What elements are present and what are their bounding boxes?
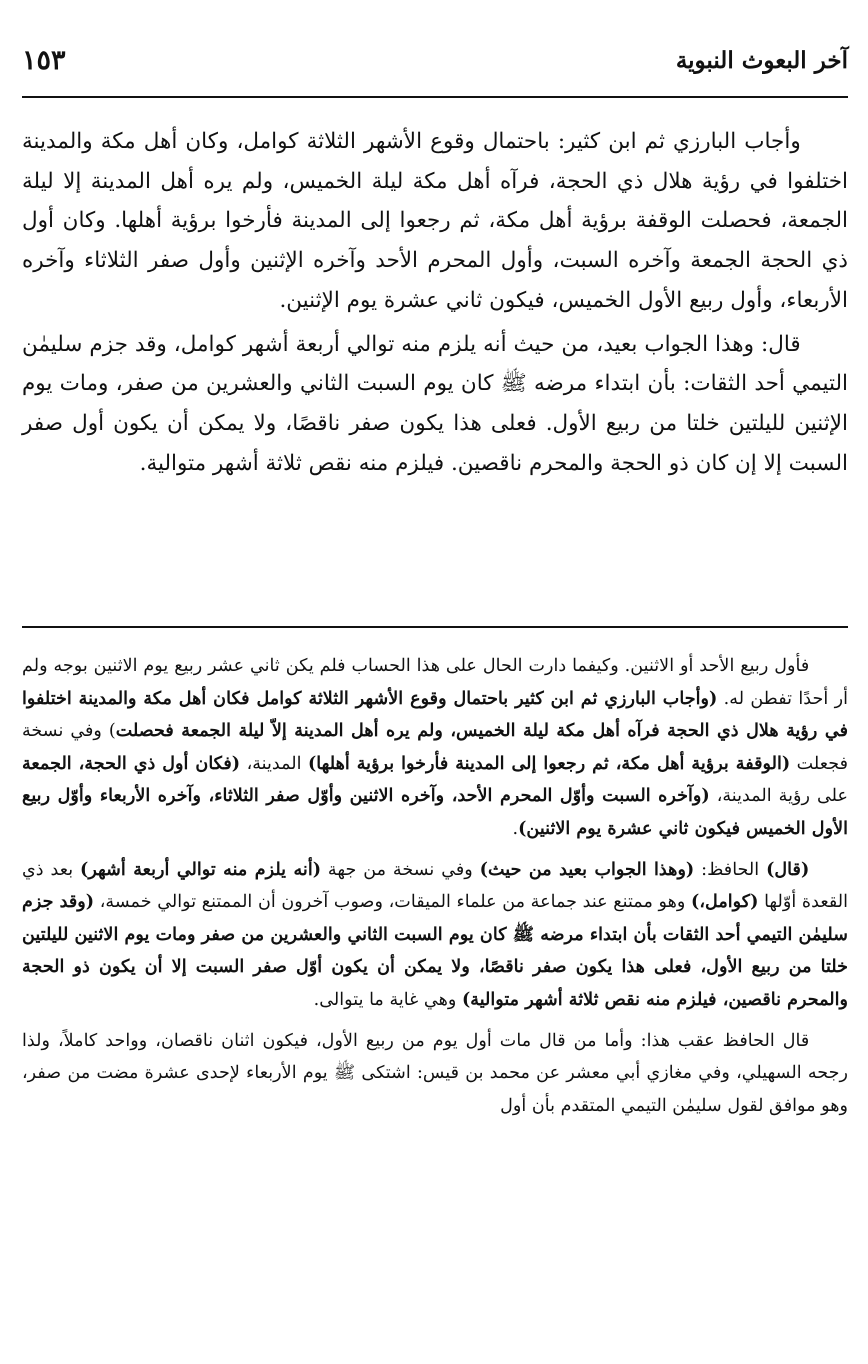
main-paragraph: قال: وهذا الجواب بعيد، من حيث أنه يلزم منه توالي أربعة أشهر كوامل، وقد جزم سليمٰن التيمي أحد الثقات: بأن ابتداء مرضه ﷺ كان يوم السبت الثاني والعشرين من صفر، ومات يوم الإثنين لليلتين خلتا من ربيع الأول. فعلى هذا يكون صفر ناقصًا، ولا يمكن أن يكون أول صفر السبت إلا إن كان ذو الحجة والمحرم ناقصين. فيلزم منه نقص ثلاثة أشهر متوالية. — [22, 331, 848, 476]
commentary-paragraph — [22, 650, 848, 846]
commentary-separator — [22, 626, 848, 628]
commentary-paragraph: قال الحافظ عقب هذا: وأما من قال مات أول يوم من ربيع الأول، فيكون اثنان ناقصان، وواحد كاملاً، ولذا رجحه السهيلي، وفي مغازي أبي معشر عن محمد بن قيس: اشتكى ﷺ يوم الأربعاء لإحدى عشرة مضت من صفر، وهو موافق لقول سليمٰن التيمي المتقدم بأن أول — [22, 1030, 848, 1116]
running-title: آخر البعوث النبوية — [675, 46, 848, 74]
book-page — [22, 0, 848, 1364]
quoted-text: (الوقفة برؤية أهل مكة، ثم رجعوا إلى المدينة فأرخوا برؤية أهلها) — [307, 752, 791, 774]
quoted-text: (فكان أول ذي الحجة، الجمعة — [22, 752, 241, 774]
quoted-text: (أنه يلزم منه توالي أربعة أشهر) — [80, 858, 322, 880]
page-header — [22, 40, 848, 80]
main-text — [22, 122, 848, 483]
commentary-text: . — [512, 818, 519, 839]
commentary-text: وفي نسخة من جهة — [321, 859, 480, 880]
quoted-text: (كوامل،) — [691, 891, 759, 913]
quoted-text: (وقد جزم سليمٰن التيمي أحد الثقات بأن ابتداء مرضه ﷺ كان يوم السبت الثاني والعشرين من صفر ومات يوم الاثنين لليلتين خلتا من ربيع الأول، فعلى هذا يكون صفر ناقصًا، ولا يمكن أن يكون أوّل صفر السبت إلا أن يكون ذو الحجة والمحرم ناقصين، فيلزم منه نقص ثلاثة أشهر متوالية) — [22, 891, 848, 1010]
commentary-text: المدينة، — [240, 753, 308, 774]
page-number: ١٥٣ — [22, 44, 66, 76]
commentary-text: فأول ربيع الأحد أو الاثنين. وكيفما دارت الحال على هذا الحساب فلم يكن ثاني عشر ربيع يوم الاثنين بوجه ولم أر أحدًا تفطن له. — [22, 656, 848, 709]
commentary-text: ) وفي نسخة فجعلت — [22, 721, 848, 774]
quoted-text: (وأجاب البارزي ثم ابن كثير باحتمال وقوع الأشهر الثلاثة كوامل فكان أهل مكة والمدينة اختلفوا في رؤية هلال ذي الحجة فرآه أهل مكة ليلة الخميس، ولم يره أهل المدينة إلاّ ليلة الجمعة فحصلت — [22, 687, 848, 742]
commentary-text: الحافظ: — [694, 859, 767, 880]
commentary-text: وهو ممتنع عند جماعة من علماء الميقات، وصوب آخرون أن الممتنع توالي خمسة، — [94, 892, 691, 913]
header-rule — [22, 96, 848, 98]
commentary — [22, 650, 848, 1122]
commentary-text: بعد ذي القعدة أوّلها — [22, 859, 848, 913]
quoted-text: (قال) — [766, 858, 810, 880]
commentary-text: وهي غاية ما يتوالى. — [313, 989, 462, 1010]
commentary-paragraph — [22, 854, 848, 1017]
quoted-text: (وآخره السبت وأوّل المحرم الأحد، وآخره الاثنين وأوّل صفر الثلاثاء، وآخره الأربعاء وأوّل ربيع الأول الخميس فيكون ثاني عشرة يوم الاثنين) — [22, 785, 848, 839]
commentary-text: على رؤية المدينة، — [709, 786, 848, 807]
main-paragraph: وأجاب البارزي ثم ابن كثير: باحتمال وقوع الأشهر الثلاثة كوامل، وكان أهل مكة والمدينة اختلفوا في رؤية هلال ذي الحجة، فرآه أهل مكة ليلة الخميس، ولم يره أهل المدينة إلا ليلة الجمعة، فحصلت الوقفة برؤية أهل مكة، ثم رجعوا إلى المدينة فأرخوا برؤية أهلها. وكان أول ذي الحجة الجمعة وآخره السبت، وأول المحرم الأحد وآخره الإثنين وأول صفر الثلاثاء وآخره الأربعاء، وأول ربيع الأول الخميس، فيكون ثاني عشرة يوم الإثنين. — [22, 129, 848, 313]
quoted-text: (وهذا الجواب بعيد من حيث) — [479, 858, 695, 880]
